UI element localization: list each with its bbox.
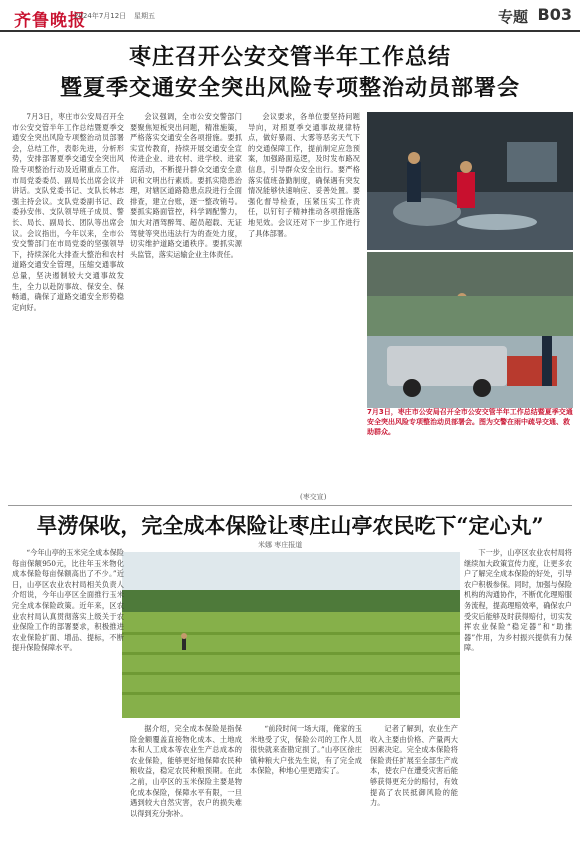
article1-headline-line2: 暨夏季交通安全突出风险专项整治动员部署会 <box>59 75 520 101</box>
article2-byline: 米娜 枣庄报道 <box>258 541 303 549</box>
photo-rescue-rain-art <box>367 112 573 250</box>
article2-column-2 <box>130 724 242 846</box>
photo-rescue-rain <box>367 112 573 250</box>
article2-headline: 旱涝保收，完全成本保险让枣庄山亭农民吃下“定心丸” <box>36 513 544 538</box>
article2-column-1 <box>12 548 124 846</box>
article2-paragraph: 记者了解到，农业生产收入主要由价格、产量两大因素决定。完全成本保险将保险责任扩展至全部生产成本，使农户在遭受灾害后能够获得更充分的赔付，有效提高了农民抵御风险的能力。 <box>370 724 458 808</box>
newspaper-logo: 齐鲁晚报 <box>14 11 86 31</box>
masthead <box>0 0 580 32</box>
article2-paragraph: “今年山亭的玉米完全成本保险每亩保额950元，比往年玉米物化成本保险每亩保额高出了不少。”近日，山亭区农业农村局相关负责人介绍说，今年山亭区全面推行玉米完全成本保险政策。近年来，区农业农村局认真贯彻落实上级关于农业保险工作的部署要求，积极推进农业保险扩面、增品、提标，不断提升保险保障水平。 <box>12 548 124 653</box>
article2-column-4 <box>370 724 458 846</box>
photo-corn-field-art <box>122 552 460 718</box>
issue-date: 2024年7月12日 <box>74 12 127 20</box>
article1-headline-line1: 枣庄召开公安交管半年工作总结 <box>128 44 451 70</box>
article2-paragraph: 下一步，山亭区农业农村局将继续加大政策宣传力度，让更多农户了解完全成本保险的好处，引导农户积极参保。同时，加强与保险机构的沟通协作，不断优化理赔服务流程，提高理赔效率，确保农户受灾后能够及时获得赔付，切实发挥农业保险“稳定器”和“助推器”作用，为乡村振兴提供有力保障。 <box>464 548 572 653</box>
article2-column-5 <box>464 548 572 846</box>
article1-column-2 <box>130 112 242 502</box>
article1-paragraph: 会议强调，全市公安交警部门要聚焦短板突出问题，精准施策，严格落实交通安全各项措施。要抓实宣传教育，持续开展交通安全宣传进企业、进农村、进学校、进家庭活动，不断提升群众交通安全意识和文明出行素质。要抓实隐患治理，对辖区道路隐患点段进行全面排查，建立台账，逐一整改销号。要抓实路面管控，科学调配警力，加大对酒驾醉驾、超员超载、无证驾驶等突出违法行为的查处力度，切实维护道路交通秩序。要抓实源头监管，落实运输企业主体责任。 <box>130 112 242 259</box>
article2-paragraph: 据介绍，完全成本保险是指保险金额覆盖直接物化成本、土地成本和人工成本等农业生产总成本的农业保险，能够更好地保障农民种粮收益，稳定农民种粮预期。在此之前，山亭区的玉米保险主要是物化成本保险，保障水平有限，一旦遇到较大自然灾害，农户的损失难以得到充分弥补。 <box>130 724 242 818</box>
article1-credit: (枣交宣) <box>300 493 327 501</box>
article1-paragraph: 会议要求，各单位要坚持问题导向，对照夏季交通事故规律特点，做好暴雨、大雾等恶劣天气下的交通保障工作，提前制定应急预案，加强路面巡逻，及时发布路况信息，引导群众安全出行。要严格落实值班备勤制度，确保遇有突发情况能够快速响应、妥善处置。要强化督导检查，压紧压实工作责任，以钉钉子精神推动各项措施落地见效。会议还对下一步工作进行了具体部署。 <box>248 112 360 238</box>
photo-tow-truck-art <box>367 296 573 408</box>
page-number: B03 <box>537 5 572 24</box>
photo-corn-field <box>122 552 460 718</box>
issue-weekday: 星期五 <box>134 12 155 20</box>
article1-paragraph: 7月3日，枣庄市公安局召开全市公安交管半年工作总结暨夏季交通安全突出风险专项整治动员部署会，总结工作，表彰先进，分析形势，安排部署夏季交通安全突出风险专项整治行动及近期重点工作。市局党委委员、副局长出席会议并讲话。支队党委书记、支队长林志强主持会议。支队党委副书记、政委孙安伟、支队领导班子成员、警长、局长、副局长、团队等出席会议。会议指出，今年以来，全市公安交警部门在市局党委的坚强领导下，持续深化大排查大整治和农村道路交通安全管理，压缩交通事故总量，坚决遏制较大交通事故发生，全力以赴防事故、保安全、保畅通，确保了道路交通安全形势稳定向好。 <box>12 112 124 312</box>
article1-column-1 <box>12 112 124 502</box>
article-divider <box>8 505 572 506</box>
article2-column-3 <box>250 724 362 846</box>
photo-caption: 7月3日，枣庄市公安局召开全市公安交管半年工作总结暨夏季交通安全突出风险专项整治动员部署会。图为交警在雨中疏导交通、救助群众。 <box>367 408 573 436</box>
article2-paragraph: “前段时间一场大雨，俺家的玉米地受了灾，保险公司的工作人员很快就来查勘定损了。”山亭区徐庄镇种粮大户张先生说，有了完全成本保险，种地心里更踏实了。 <box>250 724 362 776</box>
photo-tow-truck <box>367 296 573 408</box>
section-label: 专题 <box>497 8 528 26</box>
article1-column-3 <box>248 112 360 502</box>
